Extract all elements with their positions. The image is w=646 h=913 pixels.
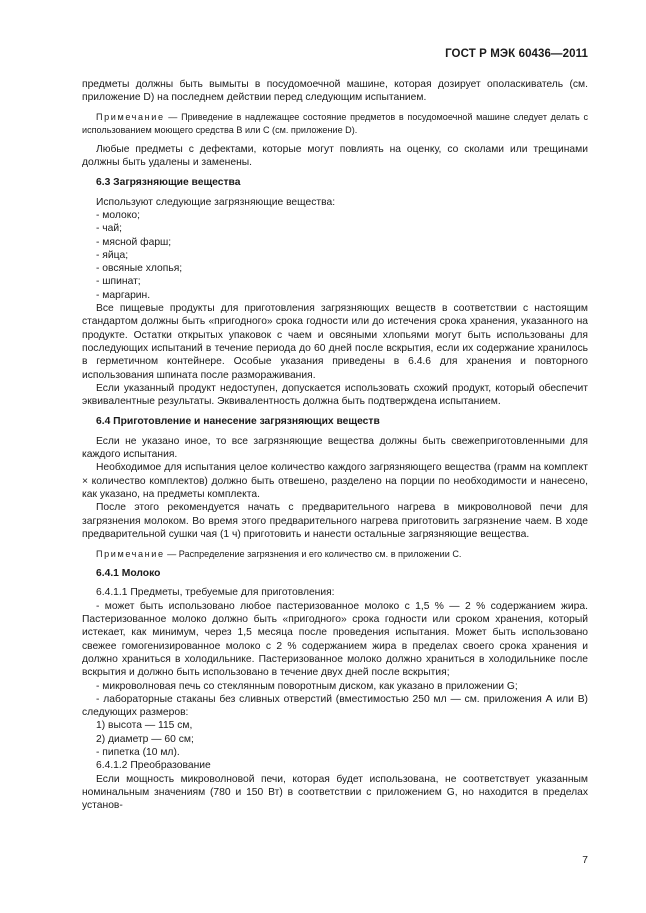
list-item: 2) диаметр — 60 см;	[96, 733, 194, 745]
paragraph: Используют следующие загрязняющие вещества:	[96, 196, 336, 208]
note-label: Примечание	[96, 112, 165, 123]
document-body	[82, 78, 588, 813]
list-item: - шпинат;	[96, 276, 141, 288]
note-label: Примечание	[96, 548, 165, 559]
section-heading: 6.4 Приготовление и нанесение загрязняющих веществ	[96, 415, 380, 427]
paragraph: Если не указано иное, то все загрязняющие вещества должны быть свежеприготовленными для каждого испытания.	[82, 435, 588, 461]
paragraph: Если указанный продукт недоступен, допускается использовать схожий продукт, который обеспечит эквивалентные результаты. Эквивалентность должна быть подтверждена испытанием.	[82, 382, 588, 408]
note	[82, 111, 588, 136]
section-heading: 6.3 Загрязняющие вещества	[96, 176, 241, 188]
paragraph: - может быть использовано любое пастеризованное молоко с 1,5 % — 2 % содержанием жира. Пастеризованное молоко должно быть «пригодного» срока годности или сроком хранения, который истекает, как минимум, через 1,5 месяца после проведения испытания. Может быть использовано свежее гомогенизированное молоко с 2 % содержанием жира в пределах своего срока хранения и должно храниться в холодильнике. Пастеризованное молоко должно храниться в холодильнике после вскрытия и должно быть использовано в течение двух дней после вскрытия;	[82, 600, 588, 679]
list-item: - яйца;	[96, 249, 129, 261]
note	[82, 548, 588, 561]
note-text: — Распределение загрязнения и его количество см. в приложении С.	[164, 548, 462, 559]
page-number: 7	[582, 855, 588, 866]
list-item: - маргарин.	[96, 289, 151, 301]
list-item: - молоко;	[96, 209, 140, 221]
paragraph: 6.4.1.1 Предметы, требуемые для приготовления:	[96, 587, 335, 599]
paragraph: предметы должны быть вымыты в посудомоечной машине, которая дозирует ополаскиватель (см. приложение D) на последнем действии перед следующим испытанием.	[82, 79, 588, 104]
note-text: — Приведение в надлежащее состояние предметов в посудомоечной машине следует делать с использованием моющего средства В или С (см. приложение D).	[82, 112, 588, 135]
paragraph: Любые предметы с дефектами, которые могут повлиять на оценку, со сколами или трещинами должны быть удалены и заменены.	[82, 143, 588, 169]
paragraph: - лабораторные стаканы без сливных отверстий (вместимостью 250 мл — см. приложения А или В) следующих размеров:	[82, 693, 588, 719]
paragraph: Необходимое для испытания целое количество каждого загрязняющего вещества (грамм на комплект × количество комплектов) должно быть отвешено, разделено на порции по необходимости и нанесено, как указано, на предметы комплекта.	[82, 462, 588, 500]
list-item: 6.4.1.2 Преобразование	[96, 760, 211, 772]
list-item: 1) высота — 115 см,	[96, 720, 193, 732]
list-item: - овсяные хлопья;	[96, 263, 183, 275]
list-item: - мясной фарш;	[96, 236, 172, 248]
list-item: - чай;	[96, 223, 122, 235]
list-item: - пипетка (10 мл).	[96, 747, 180, 759]
subsection-heading: 6.4.1 Молоко	[96, 567, 161, 579]
paragraph: После этого рекомендуется начать с предварительного нагрева в микроволновой печи для загрязнения молоком. Во время этого предварительного нагрева приготовить загрязнение чаем. В ходе предварительной сушки чая (1 ч) приготовить и нанести остальные загрязняющие вещества.	[82, 502, 588, 540]
paragraph: Все пищевые продукты для приготовления загрязняющих веществ в соответствии с настоящим стандартом должны быть «пригодного» срока годности или до истечения срока хранения, указанного на продукте. Остатки открытых упаковок с чаем и овсяными хлопьями могут быть использованы для последующих испытаний в течение периода до 60 дней после вскрытия, если их содержание хранилось в герметичном контейнере. Особые указания приведены в 6.4.6 для хранения и повторного использования шпината после размораживания.	[82, 303, 588, 381]
paragraph: Если мощность микроволновой печи, которая будет использована, не соответствует указанным номинальным значениям (780 и 150 Вт) в соответствии с приложением G, но находится в пределах установ-	[82, 773, 588, 812]
paragraph: - микроволновая печь со стеклянным поворотным диском, как указано в приложении G;	[96, 680, 518, 692]
document-header: ГОСТ Р МЭК 60436—2011	[445, 48, 588, 60]
